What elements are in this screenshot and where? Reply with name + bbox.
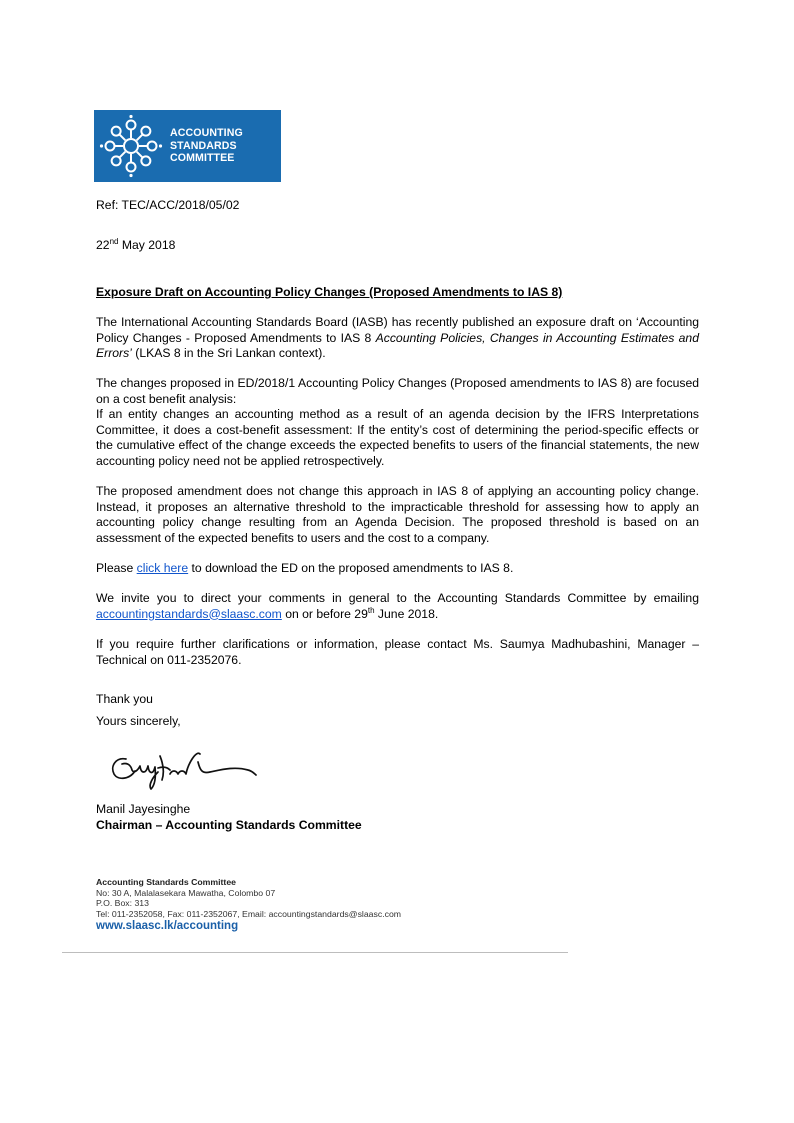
- footer-pobox: P.O. Box: 313: [96, 898, 149, 909]
- closing-line: Yours sincerely,: [96, 714, 181, 728]
- letterhead-footer: [96, 877, 401, 932]
- paragraph-invite: We invite you to direct your comments in general to the Accounting Standards Committee by emailing accountingstandards@slaasc.com on or before 29th June 2018.: [96, 591, 699, 621]
- footer-divider: [62, 952, 568, 953]
- logo-line: ACCOUNTING: [170, 127, 243, 140]
- thanks-line: Thank you: [96, 692, 153, 706]
- logo-line: COMMITTEE: [170, 152, 235, 165]
- footer-contact: Tel: 011-2352058, Fax: 011-2352067, Email: accountingstandards@slaasc.com: [96, 908, 402, 919]
- paragraph-intro: The International Accounting Standards Board (IASB) has recently published an exposure draft on ‘Accounting Policy Changes - Proposed Amendments to IAS 8 Accounting Policies, Changes in Accounting Estimates and Errors’ (LKAS 8 in the Sri Lankan context).: [96, 315, 699, 360]
- footer-address: No: 30 A, Malalasekara Mawatha, Colombo 07: [96, 887, 276, 898]
- logo-wordmark: [170, 127, 243, 165]
- flower-emblem-icon: [98, 113, 164, 179]
- letter-date: 22nd May 2018: [96, 236, 176, 252]
- signer-title: Chairman – Accounting Standards Committee: [96, 818, 362, 832]
- email-link[interactable]: accountingstandards@slaasc.com: [96, 606, 282, 621]
- reference-number: Ref: TEC/ACC/2018/05/02: [96, 198, 240, 212]
- signer-name: Manil Jayesinghe: [96, 802, 191, 816]
- footer-org-name: Accounting Standards Committee: [96, 877, 236, 887]
- paragraph-changes: The changes proposed in ED/2018/1 Accounting Policy Changes (Proposed amendments to IAS 8) are focused on a cost benefit analysis: If an entity changes an accounting method as a result of an agenda decision by the IFRS Interpretations Committee, it does a cost-benefit assessment: If the entity’s cost of determining the period-specific effects or the cumulative effect of the change exceeds the expected benefits to users of the financial statements, the new accounting policy need not be applied retrospectively.: [96, 376, 699, 468]
- logo-line: STANDARDS: [170, 139, 237, 152]
- footer-website: www.slaasc.lk/accounting: [96, 920, 239, 933]
- paragraph-contact: If you require further clarifications or information, please contact Ms. Saumya Madhubashini, Manager – Technical on 011-2352076.: [96, 637, 699, 667]
- letter-subject: Exposure Draft on Accounting Policy Changes (Proposed Amendments to IAS 8): [96, 285, 563, 299]
- paragraph-amendment: The proposed amendment does not change this approach in IAS 8 of applying an accounting policy change. Instead, it proposes an alternative threshold to the impracticable threshold for assessing how to apply an accounting policy change resulting from an Agenda Decision. The proposed threshold is based on an assessment of the expected benefits to users and the cost to a company.: [96, 484, 699, 545]
- signature-image: [108, 744, 260, 792]
- click-here-link[interactable]: click here: [136, 561, 189, 575]
- paragraph-download: Please click here to download the ED on the proposed amendments to IAS 8.: [96, 561, 514, 575]
- committee-logo: [94, 110, 281, 182]
